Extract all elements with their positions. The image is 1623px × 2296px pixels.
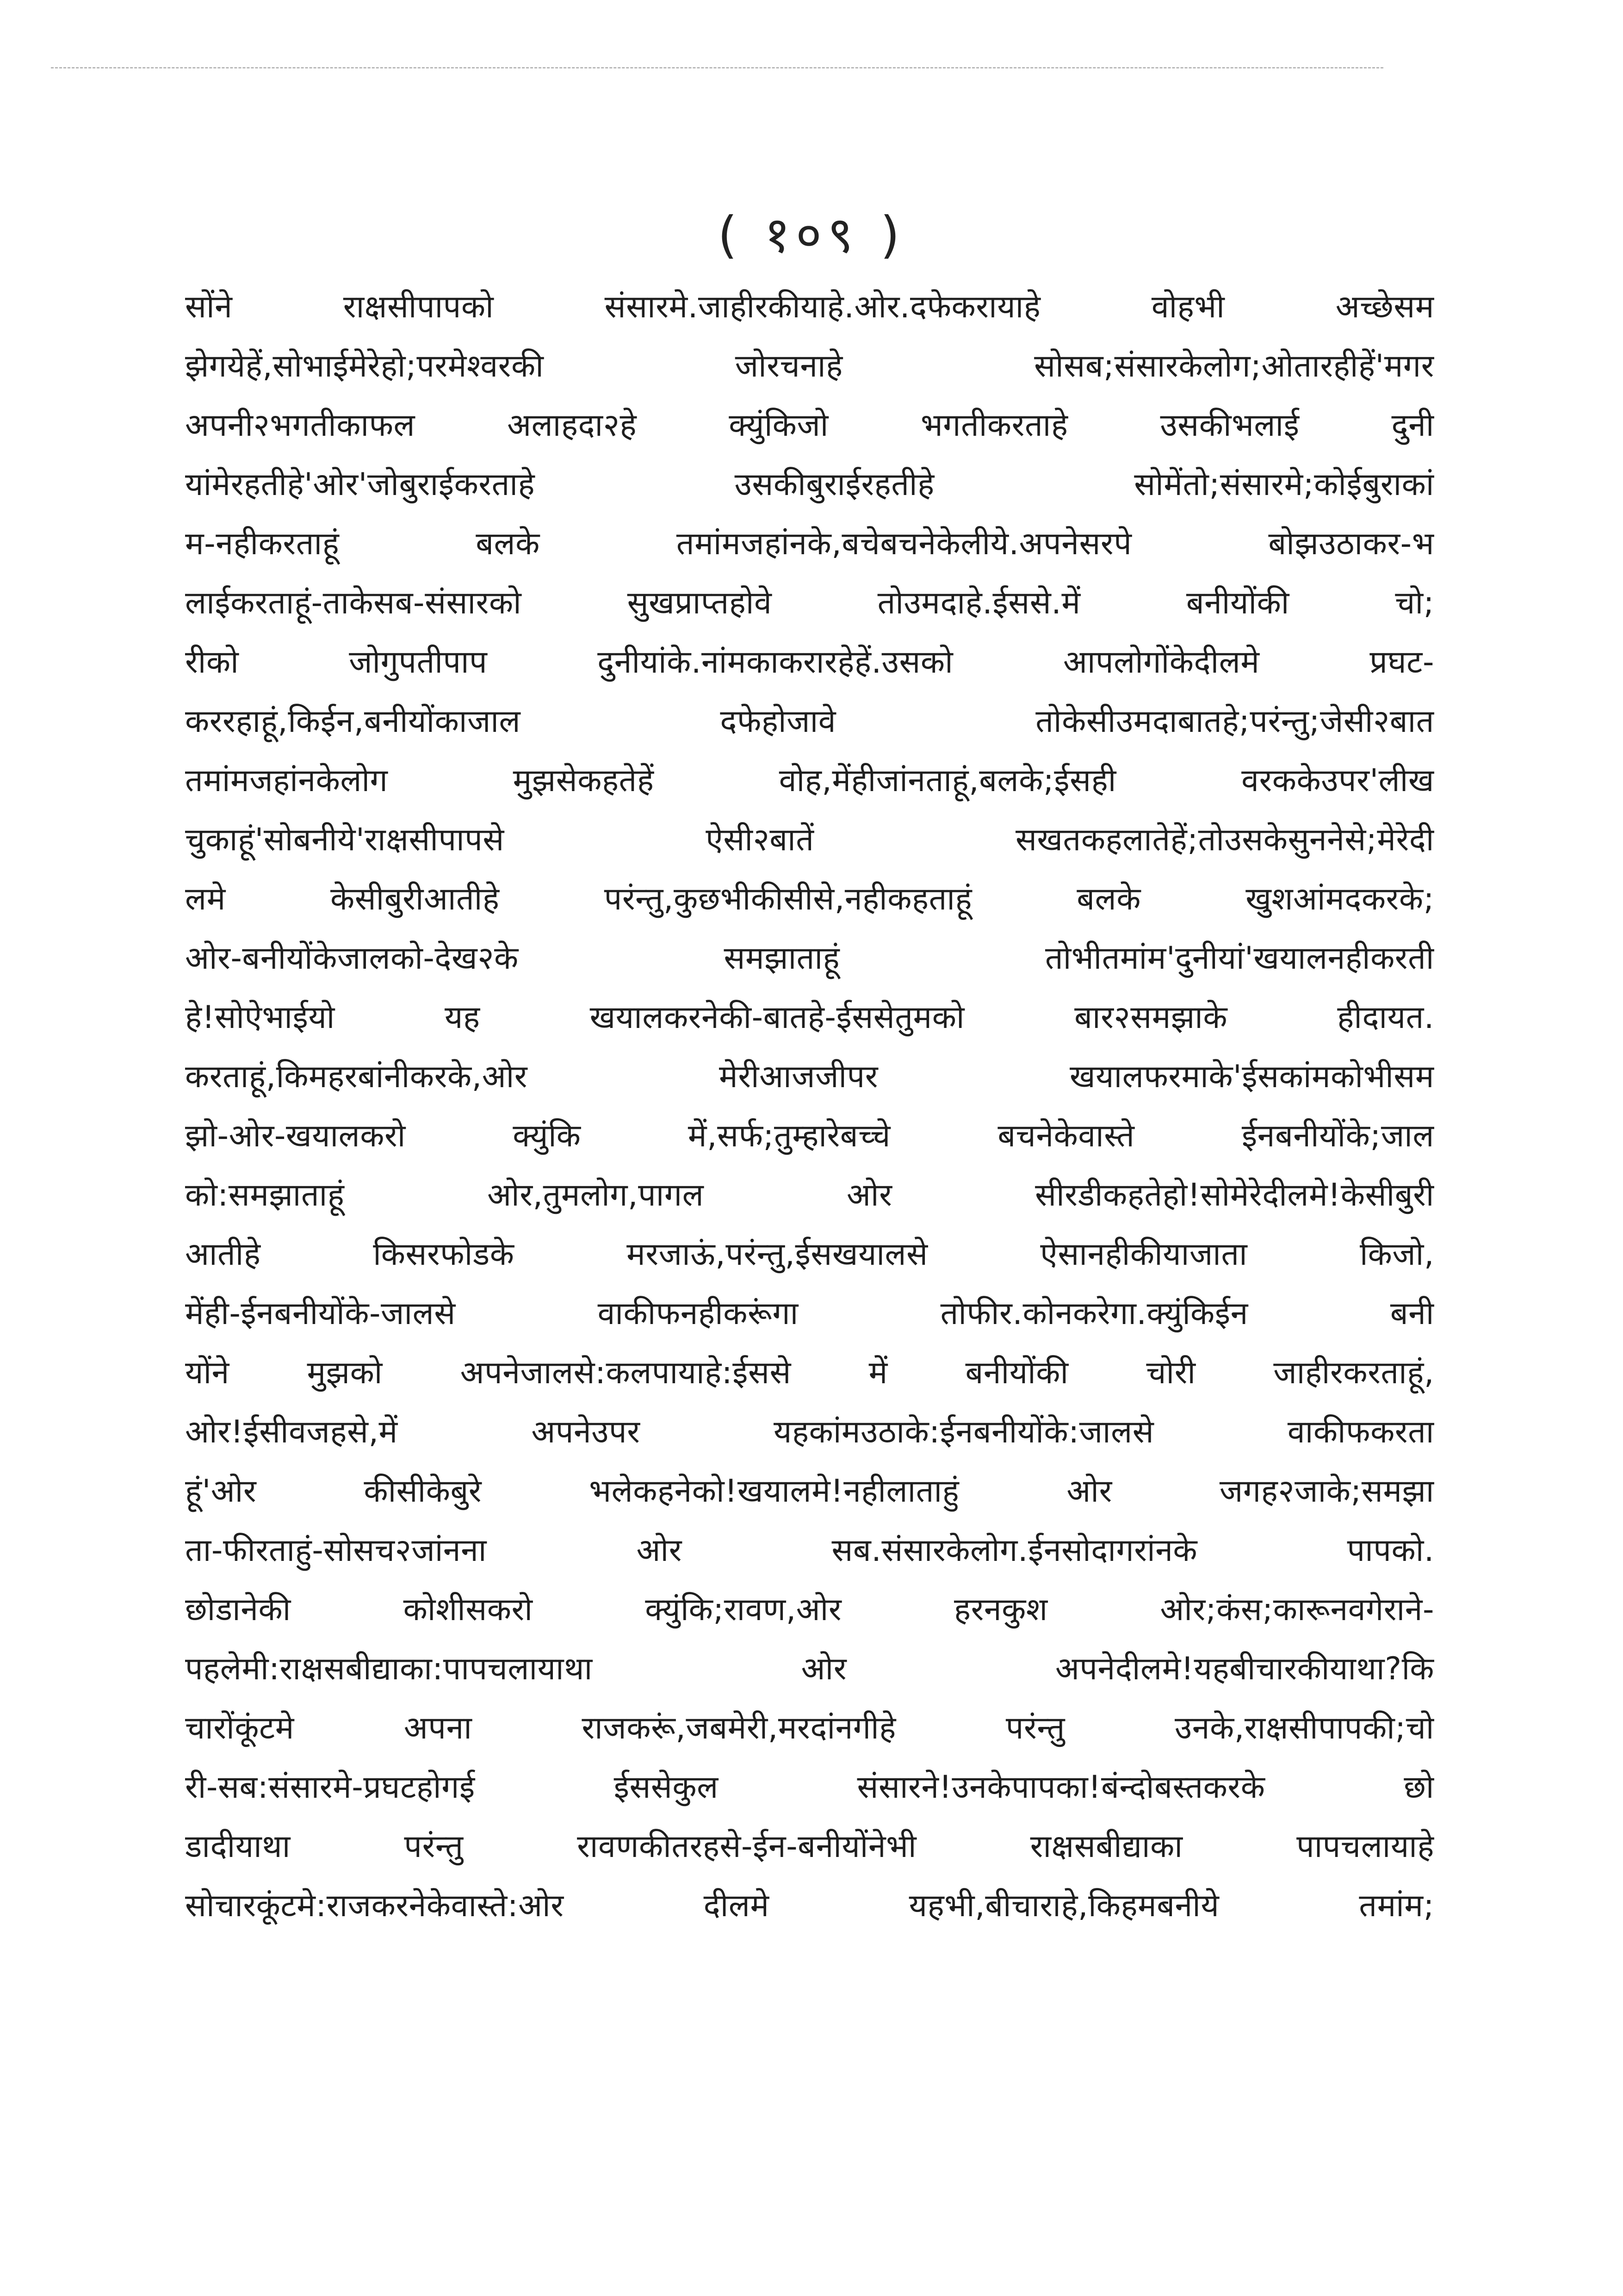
text-line: यांमेरहतीहे'ओर'जोबुराईकरताहे उसकीबुराईरहतीहे सोमेंतो;संसारमे;कोईबुराकां — [185, 466, 1434, 503]
text-line: अपनी२भगतीकाफल अलाहदा२हे क्युंकिजो भगतीकरताहे उसकीभलाई दुनी — [185, 407, 1434, 444]
page-number: ( १०९ ) — [718, 206, 905, 264]
text-line: लमे केसीबुरीआतीहे परंन्तु,कुछभीकीसीसे,नहीकहताहूं बलके खुशआंमदकरके; — [185, 881, 1434, 917]
body-text — [185, 278, 1434, 1936]
text-line: हे!सोऐभाईयो यह खयालकरनेकी-बातहे-ईससेतुमको बार२समझाके हीदायत. — [185, 999, 1434, 1036]
text-line: छोडानेकी कोशीसकरो क्युंकि;रावण,ओर हरनकुश ओर;कंस;कारूनवगेराने- — [185, 1591, 1434, 1628]
text-line: चारोंकूंटमे अपना राजकरूं,जबमेरी,मरदांनगीहे परंन्तु उनके,राक्षसीपापकी;चो — [185, 1710, 1434, 1746]
text-line: चुकाहूं'सोबनीये'राक्षसीपापसे ऐसी२बातें सखतकहलातेहें;तोउसकेसुननेसे;मेरेदी — [185, 822, 1434, 858]
text-line: करताहूं,किमहरबांनीकरके,ओर मेरीआजजीपर खयालफरमाके'ईसकांमकोभीसम — [185, 1058, 1434, 1095]
text-line: को:समझाताहूं ओर,तुमलोग,पागल ओर सीरडीकहतेहो!सोमेरेदीलमे!केसीबुरी — [185, 1177, 1434, 1213]
text-line: पहलेमी:राक्षसबीद्याका:पापचलायाथा ओर अपनेदीलमे!यहबीचारकीयाथा?कि — [185, 1651, 1434, 1687]
text-line: सोंने राक्षसीपापको संसारमे.जाहीरकीयाहे.ओर.दफेकरायाहे वोहभी अच्छेसम — [185, 289, 1434, 325]
text-line: ओर-बनीयोंकेजालको-देख२के समझाताहूं तोभीतमांम'दुनीयां'खयालनहीकरती — [185, 940, 1434, 977]
text-line: झो-ओर-खयालकरो क्युंकि में,सर्फ;तुम्हारेबच्चे बचनेकेवास्ते ईनबनीयोंके;जाल — [185, 1118, 1434, 1154]
text-line: झेगयेहें,सोभाईमेरेहो;परमेश्वरकी जोरचनाहे सोसब;संसारकेलोग;ओतारहीहें'मगर — [185, 348, 1434, 384]
text-line: कररहाहूं,किईन,बनीयोंकाजाल दफेहोजावे तोकेसीउमदाबातहे;परंन्तु;जेसी२बात — [185, 703, 1434, 740]
text-line: तमांमजहांनकेलोग मुझसेकहतेहें वोह,मेंहीजांनताहूं,बलके;ईसही वरककेउपर'लीख — [185, 762, 1434, 799]
text-line: लाईकरताहूं-ताकेसब-संसारको सुखप्राप्तहोवे तोउमदाहे.ईससे.में बनीयोंकी चो; — [185, 585, 1434, 621]
text-line: डादीयाथा परंन्तु रावणकीतरहसे-ईन-बनीयोंनेभी राक्षसबीद्याका पापचलायाहे — [185, 1828, 1434, 1865]
text-line: रीको जोगुपतीपाप दुनीयांके.नांमकाकरारहेहें.उसको आपलोगोंकेदीलमे प्रघट- — [185, 644, 1434, 681]
text-line: हूं'ओर कीसीकेबुरे भलेकहनेको!खयालमे!नहीलाताहुं ओर जगह२जाके;समझा — [185, 1473, 1434, 1510]
text-line: ओर!ईसीवजहसे,में अपनेउपर यहकांमउठाके:ईनबनीयोंके:जालसे वाकीफकरता — [185, 1414, 1434, 1450]
text-line: आतीहे किसरफोडके मरजाऊं,परंन्तु,ईसखयालसे ऐसानहीकीयाजाता किजो, — [185, 1236, 1434, 1273]
text-line: मेंही-ईनबनीयोंके-जालसे वाकीफनहीकरूंगा तोफीर.कोनकरेगा.क्युंकिईन बनी — [185, 1295, 1434, 1332]
text-line: म-नहीकरताहूं बलके तमांमजहांनके,बचेबचनेकेलीये.अपनेसरपे बोझउठाकर-भ — [185, 526, 1434, 562]
text-line: सोचारकूंटमे:राजकरनेकेवास्ते:ओर दीलमे यहभी,बीचाराहे,किहमबनीये तमांम; — [185, 1888, 1434, 1924]
text-line: योंने मुझको अपनेजालसे:कलपायाहे:ईससे में बनीयोंकी चोरी जाहीरकरताहूं, — [185, 1355, 1434, 1391]
top-divider — [51, 67, 1383, 68]
text-line: ता-फीरताहुं-सोसच२जांनना ओर सब.संसारकेलोग.ईनसोदागरांनके पापको. — [185, 1532, 1434, 1569]
text-line: री-सब:संसारमे-प्रघटहोगई ईससेकुल संसारने!उनकेपापका!बंन्दोबस्तकरके छो — [185, 1769, 1434, 1806]
